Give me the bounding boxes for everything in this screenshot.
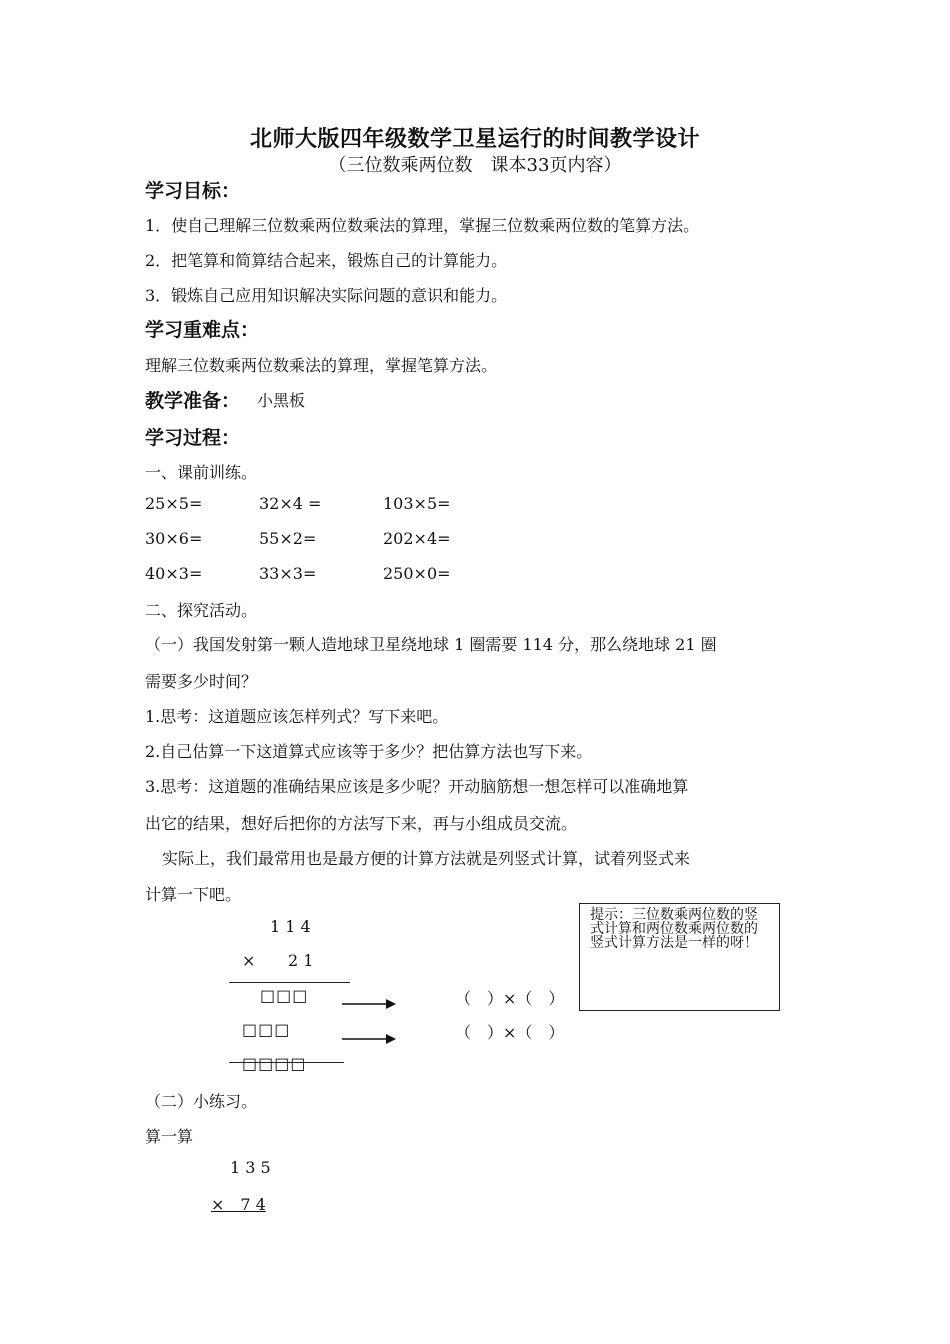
problem-text: （一）我国发射第一颗人造地球卫星绕地球 1 圈需要 114 分，那么绕地球 21 圈 xyxy=(145,635,717,654)
multiplicand: 1 1 4 xyxy=(270,917,311,936)
times-sign: × xyxy=(242,951,256,970)
goals-heading: 学习目标： xyxy=(145,180,241,202)
drill-item: 250×0= xyxy=(383,564,451,583)
practice-heading: （二）小练习。 xyxy=(145,1092,258,1111)
sum-line xyxy=(229,982,350,983)
difficulty-text: 理解三位数乘两位数乘法的算理，掌握笔算方法。 xyxy=(145,356,498,375)
prep-text: 小黑板 xyxy=(257,391,306,410)
hint-box: 提示：三位数乘两位数的竖式计算和两位数乘两位数的竖式计算方法是一样的呀！ xyxy=(579,903,780,1011)
note-text: 计算一下吧。 xyxy=(145,885,242,904)
factor-blank[interactable]: （ ）×（ ） xyxy=(455,1023,565,1042)
step-text: 2.自己估算一下这道算式应该等于多少？把估算方法也写下来。 xyxy=(145,742,593,761)
partial-product-boxes: □□□ xyxy=(260,986,309,1005)
step-text: 出它的结果，想好后把你的方法写下来，再与小组成员交流。 xyxy=(145,814,578,833)
goal-item: 3．锻炼自己应用知识解决实际问题的意识和能力。 xyxy=(145,286,508,305)
goal-item: 2．把笔算和简算结合起来，锻炼自己的计算能力。 xyxy=(145,251,508,270)
part1-heading: 一、课前训练。 xyxy=(145,463,258,482)
step-text: 1.思考：这道题应该怎样列式？写下来吧。 xyxy=(145,707,449,726)
step-text: 3.思考：这道题的准确结果应该是多少呢？开动脑筋想一想怎样可以准确地算 xyxy=(145,777,689,796)
arrow-right-icon xyxy=(340,1032,400,1046)
drill-item: 55×2= xyxy=(259,529,317,548)
result-boxes: □□□□ xyxy=(242,1054,307,1073)
arrow-right-icon xyxy=(340,997,400,1011)
drill-item: 40×3= xyxy=(145,564,203,583)
drill-item: 32×4 = xyxy=(259,494,322,513)
problem-text: 需要多少时间？ xyxy=(145,672,258,691)
partial-product-boxes: □□□ xyxy=(242,1020,291,1039)
drill-item: 30×6= xyxy=(145,529,203,548)
factor-blank[interactable]: （ ）×（ ） xyxy=(455,989,565,1008)
drill-item: 25×5= xyxy=(145,494,203,513)
page-subtitle: （三位数乘两位数 课本33页内容） xyxy=(328,155,622,176)
part2-heading: 二、探究活动。 xyxy=(145,601,258,620)
result-line xyxy=(229,1062,344,1063)
practice-multiplicand: 1 3 5 xyxy=(230,1158,271,1177)
practice-multiplier: × 7 4 xyxy=(211,1195,266,1214)
drill-item: 103×5= xyxy=(383,494,451,513)
page-title: 北师大版四年级数学卫星运行的时间教学设计 xyxy=(249,126,700,152)
difficulty-heading: 学习重难点： xyxy=(145,319,260,341)
practice-label: 算一算 xyxy=(145,1127,194,1146)
drill-item: 202×4= xyxy=(383,529,451,548)
goal-item: 1．使自己理解三位数乘两位数乘法的算理，掌握三位数乘两位数的笔算方法。 xyxy=(145,216,700,235)
prep-heading: 教学准备： xyxy=(145,390,241,412)
multiplier: 2 1 xyxy=(288,951,314,970)
note-text: 实际上，我们最常用也是最方便的计算方法就是列竖式计算，试着列竖式来 xyxy=(162,849,691,868)
process-heading: 学习过程： xyxy=(145,427,241,449)
drill-item: 33×3= xyxy=(259,564,317,583)
